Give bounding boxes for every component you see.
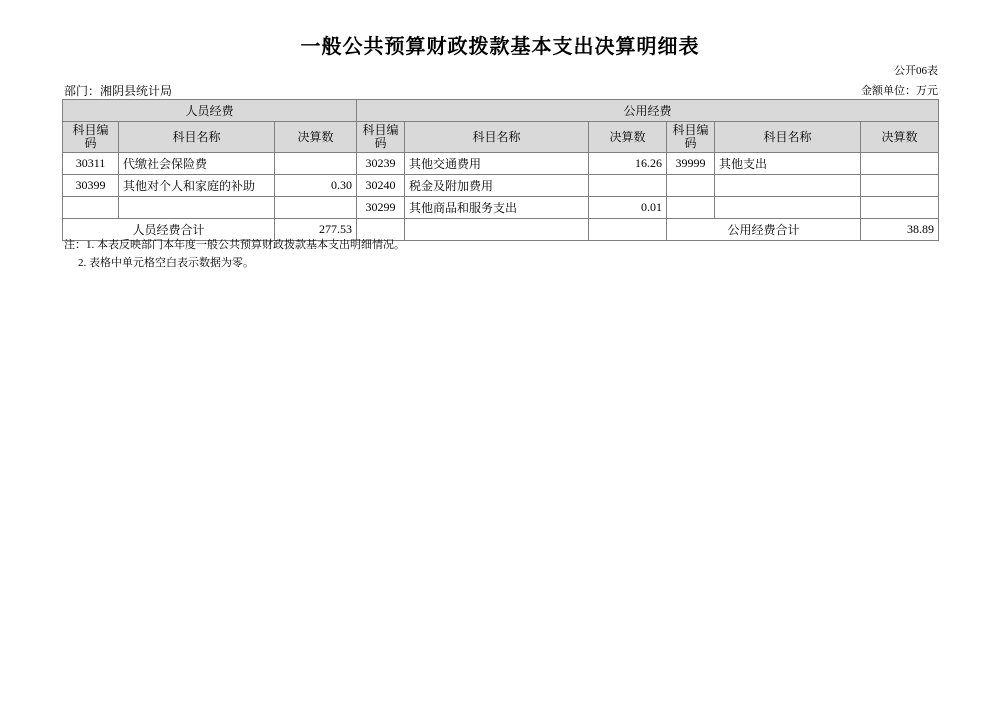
col-header-name-1: 科目名称	[119, 122, 275, 153]
total-personnel-label: 人员经费合计	[63, 219, 275, 241]
cell-personnel-code	[63, 197, 119, 219]
group-header-personnel: 人员经费	[63, 100, 357, 122]
total-public-label: 公用经费合计	[667, 219, 861, 241]
cell-public2-code	[667, 175, 715, 197]
cell-public2-code	[667, 197, 715, 219]
cell-public1-value: 0.01	[589, 197, 667, 219]
cell-public1-code: 30239	[357, 153, 405, 175]
budget-detail-table	[62, 99, 939, 241]
cell-personnel-name	[119, 197, 275, 219]
cell-public1-value	[589, 175, 667, 197]
cell-public1-name: 税金及附加费用	[405, 175, 589, 197]
note-line-2: 2. 表格中单元格空白表示数据为零。	[78, 257, 254, 269]
col-header-name-2: 科目名称	[405, 122, 589, 153]
cell-personnel-value	[275, 197, 357, 219]
col-header-code-2: 科目编码	[357, 122, 405, 153]
budget-table-wrapper	[62, 99, 938, 241]
col-header-value-3: 决算数	[861, 122, 939, 153]
form-number: 公开06表	[894, 65, 938, 77]
total-spacer-value-1	[589, 219, 667, 241]
group-header-public: 公用经费	[357, 100, 939, 122]
col-header-code-3: 科目编码	[667, 122, 715, 153]
page-title: 一般公共预算财政拨款基本支出决算明细表	[300, 36, 700, 58]
column-header-row	[63, 122, 939, 153]
cell-personnel-value	[275, 153, 357, 175]
cell-public2-name	[715, 175, 861, 197]
col-header-code-1: 科目编码	[63, 122, 119, 153]
table-row	[63, 175, 939, 197]
cell-personnel-name: 代缴社会保险费	[119, 153, 275, 175]
cell-public2-name	[715, 197, 861, 219]
cell-public1-code: 30299	[357, 197, 405, 219]
group-header-row	[63, 100, 939, 122]
cell-personnel-name: 其他对个人和家庭的补助	[119, 175, 275, 197]
total-spacer-name-1	[405, 219, 589, 241]
col-header-value-1: 决算数	[275, 122, 357, 153]
col-header-name-3: 科目名称	[715, 122, 861, 153]
cell-public2-code: 39999	[667, 153, 715, 175]
table-row	[63, 197, 939, 219]
cell-personnel-value: 0.30	[275, 175, 357, 197]
table-row	[63, 153, 939, 175]
total-personnel-value: 277.53	[275, 219, 357, 241]
col-header-value-2: 决算数	[589, 122, 667, 153]
department-line: 部门：湘阴县统计局	[64, 84, 173, 98]
cell-personnel-code: 30399	[63, 175, 119, 197]
cell-public1-code: 30240	[357, 175, 405, 197]
cell-public2-value	[861, 197, 939, 219]
note-line-1: 注：1. 本表反映部门本年度一般公共预算财政拨款基本支出明细情况。	[64, 239, 405, 251]
amount-unit-note: 金额单位：万元	[861, 85, 938, 97]
cell-public2-value	[861, 153, 939, 175]
cell-public1-name: 其他商品和服务支出	[405, 197, 589, 219]
cell-public1-value: 16.26	[589, 153, 667, 175]
cell-public1-name: 其他交通费用	[405, 153, 589, 175]
cell-public2-name: 其他支出	[715, 153, 861, 175]
cell-personnel-code: 30311	[63, 153, 119, 175]
cell-public2-value	[861, 175, 939, 197]
total-public-value: 38.89	[861, 219, 939, 241]
table-notes	[64, 236, 405, 272]
